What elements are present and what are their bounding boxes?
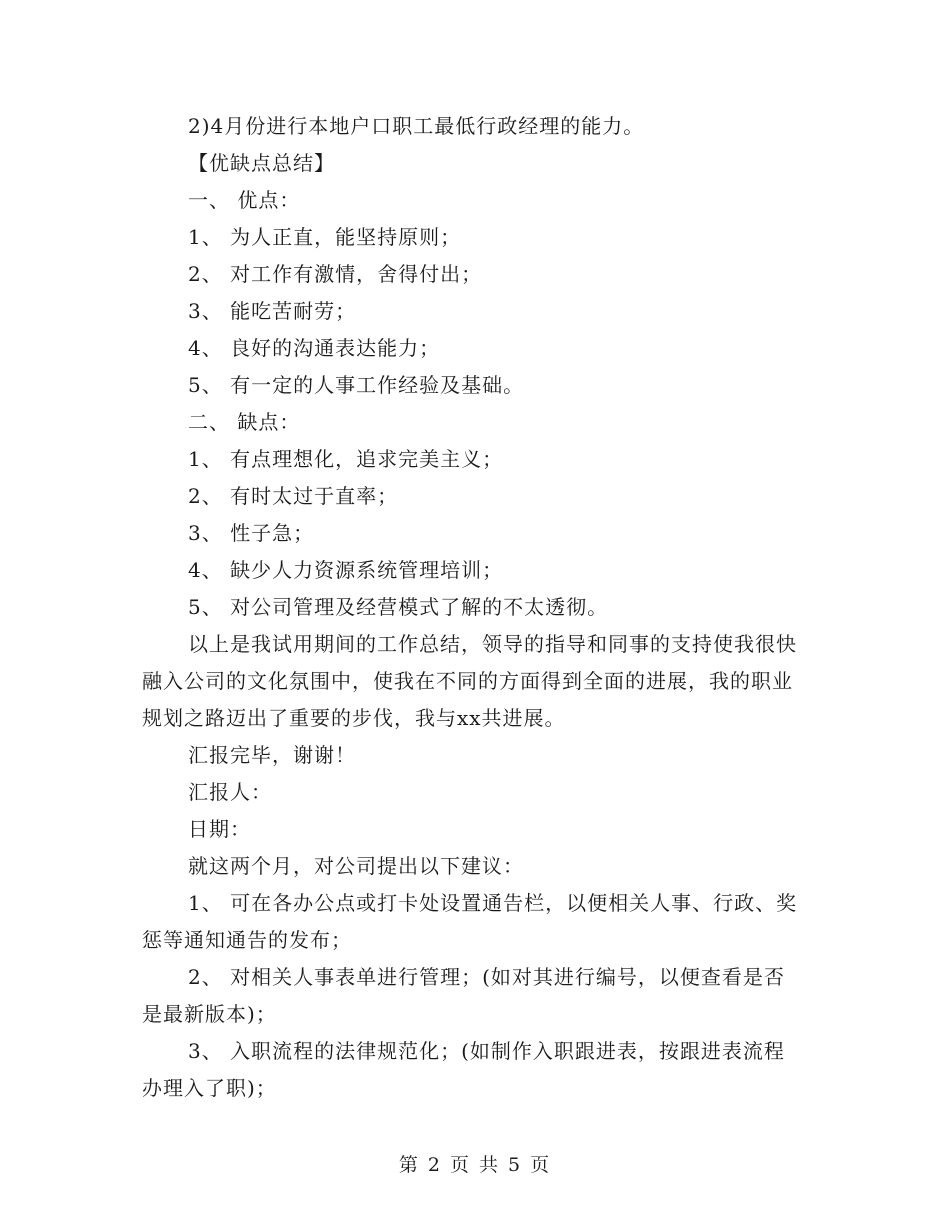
list-item: 3、 能吃苦耐劳；	[188, 299, 357, 323]
suggestion-item: 1、 可在各办公点或打卡处设置通告栏，以便相关人事、行政、奖惩等通知通告的发布；	[142, 891, 798, 952]
list-item: 4、 良好的沟通表达能力；	[188, 336, 441, 360]
suggestion-item: 3、 入职流程的法律规范化；(如制作入职跟进表，按跟进表流程办理入了职)；	[142, 1039, 785, 1100]
date-label: 日期：	[188, 817, 251, 841]
document-body	[142, 108, 802, 1107]
list-item: 1、 为人正直，能坚持原则；	[188, 225, 462, 249]
subheading-weaknesses: 二、 缺点：	[188, 410, 301, 434]
list-item: 3、 性子急；	[188, 521, 315, 545]
reporter-label: 汇报人：	[188, 780, 272, 804]
list-item: 2、 有时太过于直率；	[188, 484, 399, 508]
section-heading: 【优缺点总结】	[188, 151, 335, 175]
page-number: 第 2 页 共 5 页	[398, 1154, 552, 1176]
list-item: 2、 对工作有激情，舍得付出；	[188, 262, 483, 286]
list-item: 1、 有点理想化，追求完美主义；	[188, 447, 504, 471]
summary-paragraph: 以上是我试用期间的工作总结，领导的指导和同事的支持使我很快融入公司的文化氛围中，使我在不同的方面得到全面的进展，我的职业规划之路迈出了重要的步伐，我与xx共进展。	[142, 632, 797, 730]
text-line: 2)4月份进行本地户口职工最低行政经理的能力。	[188, 114, 645, 138]
closing-text: 汇报完毕，谢谢！	[188, 743, 356, 767]
suggestion-item: 2、 对相关人事表单进行管理；(如对其进行编号，以便查看是否是最新版本)；	[142, 965, 785, 1026]
list-item: 5、 有一定的人事工作经验及基础。	[188, 373, 525, 397]
suggestion-intro: 就这两个月，对公司提出以下建议：	[188, 854, 524, 878]
list-item: 4、 缺少人力资源系统管理培训；	[188, 558, 504, 582]
subheading-strengths: 一、 优点：	[188, 188, 301, 212]
list-item: 5、 对公司管理及经营模式了解的不太透彻。	[188, 595, 609, 619]
